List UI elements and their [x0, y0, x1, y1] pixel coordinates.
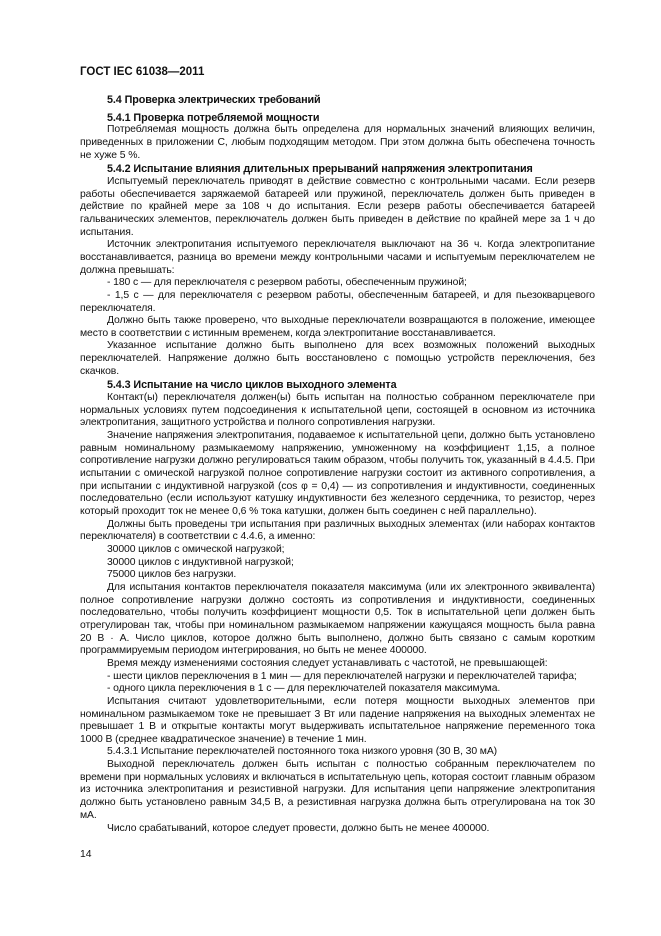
paragraph: Число срабатываний, которое следует провести, должно быть не менее 400000.: [107, 823, 490, 835]
paragraph: Должны быть проведены три испытания при различных выходных элементах (или наборах контактов переключателя) в соответствии с 4.4.6, а именно:: [80, 518, 595, 543]
paragraph: Контакт(ы) переключателя должен(ы) быть испытан на полностью собранном переключателе при нормальных условиях путем подсоединения к испытательной цепи, состоящей в основном из источника электропитания, защитного устройства и полного сопротивления нагрузки.: [80, 392, 595, 429]
paragraph: Выходной переключатель должен быть испытан с полностью собранным переключателем по времени при нормальных условиях и включаться в испытательную цепь, которая состоит главным образом из источника электропитания и резистивной нагрузки. Для испытания цепи напряжение электропитания должно быть установлено равным 34,5 В, а резистивная нагрузка должна быть отрегулирована на ток 30 мА.: [80, 759, 595, 821]
section-heading-5-4-2: 5.4.2 Испытание влияния длительных прерываний напряжения электропитания: [107, 163, 533, 176]
paragraph: Испытания считают удовлетворительными, если потеря мощности выходных элементов при номинальном размыкаемом токе не превышает 3 Вт или падение напряжения на выходных элементах не превышает 1 В и открытые контакты могут выдерживать испытательное напряжение переменного тока 1000 В (среднее квадратическое значение) в течение 1 мин.: [80, 695, 595, 745]
subsection-heading-5-4-3-1: 5.4.3.1 Испытание переключателей постоянного тока низкого уровня (30 В, 30 мА): [107, 746, 498, 758]
list-item: - шести циклов переключения в 1 мин — для переключателей нагрузки и переключателей тарифа;: [107, 670, 577, 682]
section-heading-5-4: 5.4 Проверка электрических требований: [107, 94, 321, 106]
paragraph: Должно быть также проверено, что выходные переключатели возвращаются в положение, имеющее место в соответствии с истинным временем, когда электропитание восстанавливается.: [80, 315, 595, 339]
paragraph: Потребляемая мощность должна быть определена для нормальных значений влияющих величин, приведенных в приложении С, любым подходящим методом. При этом должна быть обеспечена точность не хуже 5 %.: [80, 124, 595, 161]
list-item: 30000 циклов с омической нагрузкой;: [107, 543, 285, 555]
document-header: ГОСТ IEC 61038—2011: [80, 66, 205, 78]
paragraph: Указанное испытание должно быть выполнено для всех возможных положений выходных переключателей. Напряжение должно быть восстановлено с помощью устройств переключения, без скачков.: [80, 340, 595, 377]
page-number: 14: [80, 849, 92, 860]
section-heading-5-4-1: 5.4.1 Проверка потребляемой мощности: [107, 111, 320, 124]
document-body: [80, 93, 595, 836]
paragraph: Время между изменениями состояния следует устанавливать с частотой, не превышающей:: [107, 657, 548, 669]
paragraph: Значение напряжения электропитания, подаваемое к испытательной цепи, должно быть установлено равным номинальному размыкаемому напряжению, умноженному на коэффициент 1,15, а полное сопротивление нагрузки должно регулироваться таким образом, чтобы получить ток, указанный в 4.4.5. При испытании с омической нагрузкой полное сопротивление нагрузки состоит из активного сопротивления, а при испытании с индуктивной нагрузкой (cos φ = 0,4) — из сопротивления и индуктивности, соединенных последовательно (если используют катушку индуктивности без железного сердечника, то резистор, через который проходит ток не менее 0,6 % тока катушки, должен быть соединен с ней параллельно).: [80, 430, 595, 517]
section-heading-5-4-3: 5.4.3 Испытание на число циклов выходного элемента: [107, 379, 397, 392]
list-item: - одного цикла переключения в 1 с — для переключателей показателя максимума.: [107, 683, 501, 695]
list-item: 30000 циклов с индуктивной нагрузкой;: [107, 556, 294, 568]
list-item: - 1,5 с — для переключателя с резервом работы, обеспеченным батареей, и для пьезокварцевого переключателя.: [80, 289, 595, 314]
paragraph: Испытуемый переключатель приводят в действие совместно с контрольными часами. Если резерв работы обеспечивается заряжаемой батареей или пружиной, переключатель должен быть приведен в действие по крайней мере за 108 ч до испытания. Если резерв работы обеспечивается батареей гальванических элементов, переключатель должен быть приведен в действие по крайней мере за 1 ч до испытания.: [80, 175, 595, 238]
paragraph: Источник электропитания испытуемого переключателя выключают на 36 ч. Когда электропитание восстанавливается, разница во времени между контрольными часами и испытуемым переключателем не должна превышать:: [80, 239, 595, 276]
paragraph: Для испытания контактов переключателя показателя максимума (или их электронного эквивалента) полное сопротивление нагрузки должно состоять из сопротивления и индуктивности, соединенных последовательно, чтобы получить коэффициент мощности 0,5. Ток в испытательной цепи должен быть отрегулирован так, чтобы при номинальном размыкаемом напряжении кажущаяся мощность была равна 20 В · А. Число циклов, которое должно быть выполнено, должно быть связано с самым коротким программируемым периодом интегрирования, но быть не менее 400000.: [80, 581, 595, 657]
list-item: - 180 с — для переключателя с резервом работы, обеспеченным пружиной;: [107, 277, 467, 289]
list-item: 75000 циклов без нагрузки.: [107, 569, 237, 581]
